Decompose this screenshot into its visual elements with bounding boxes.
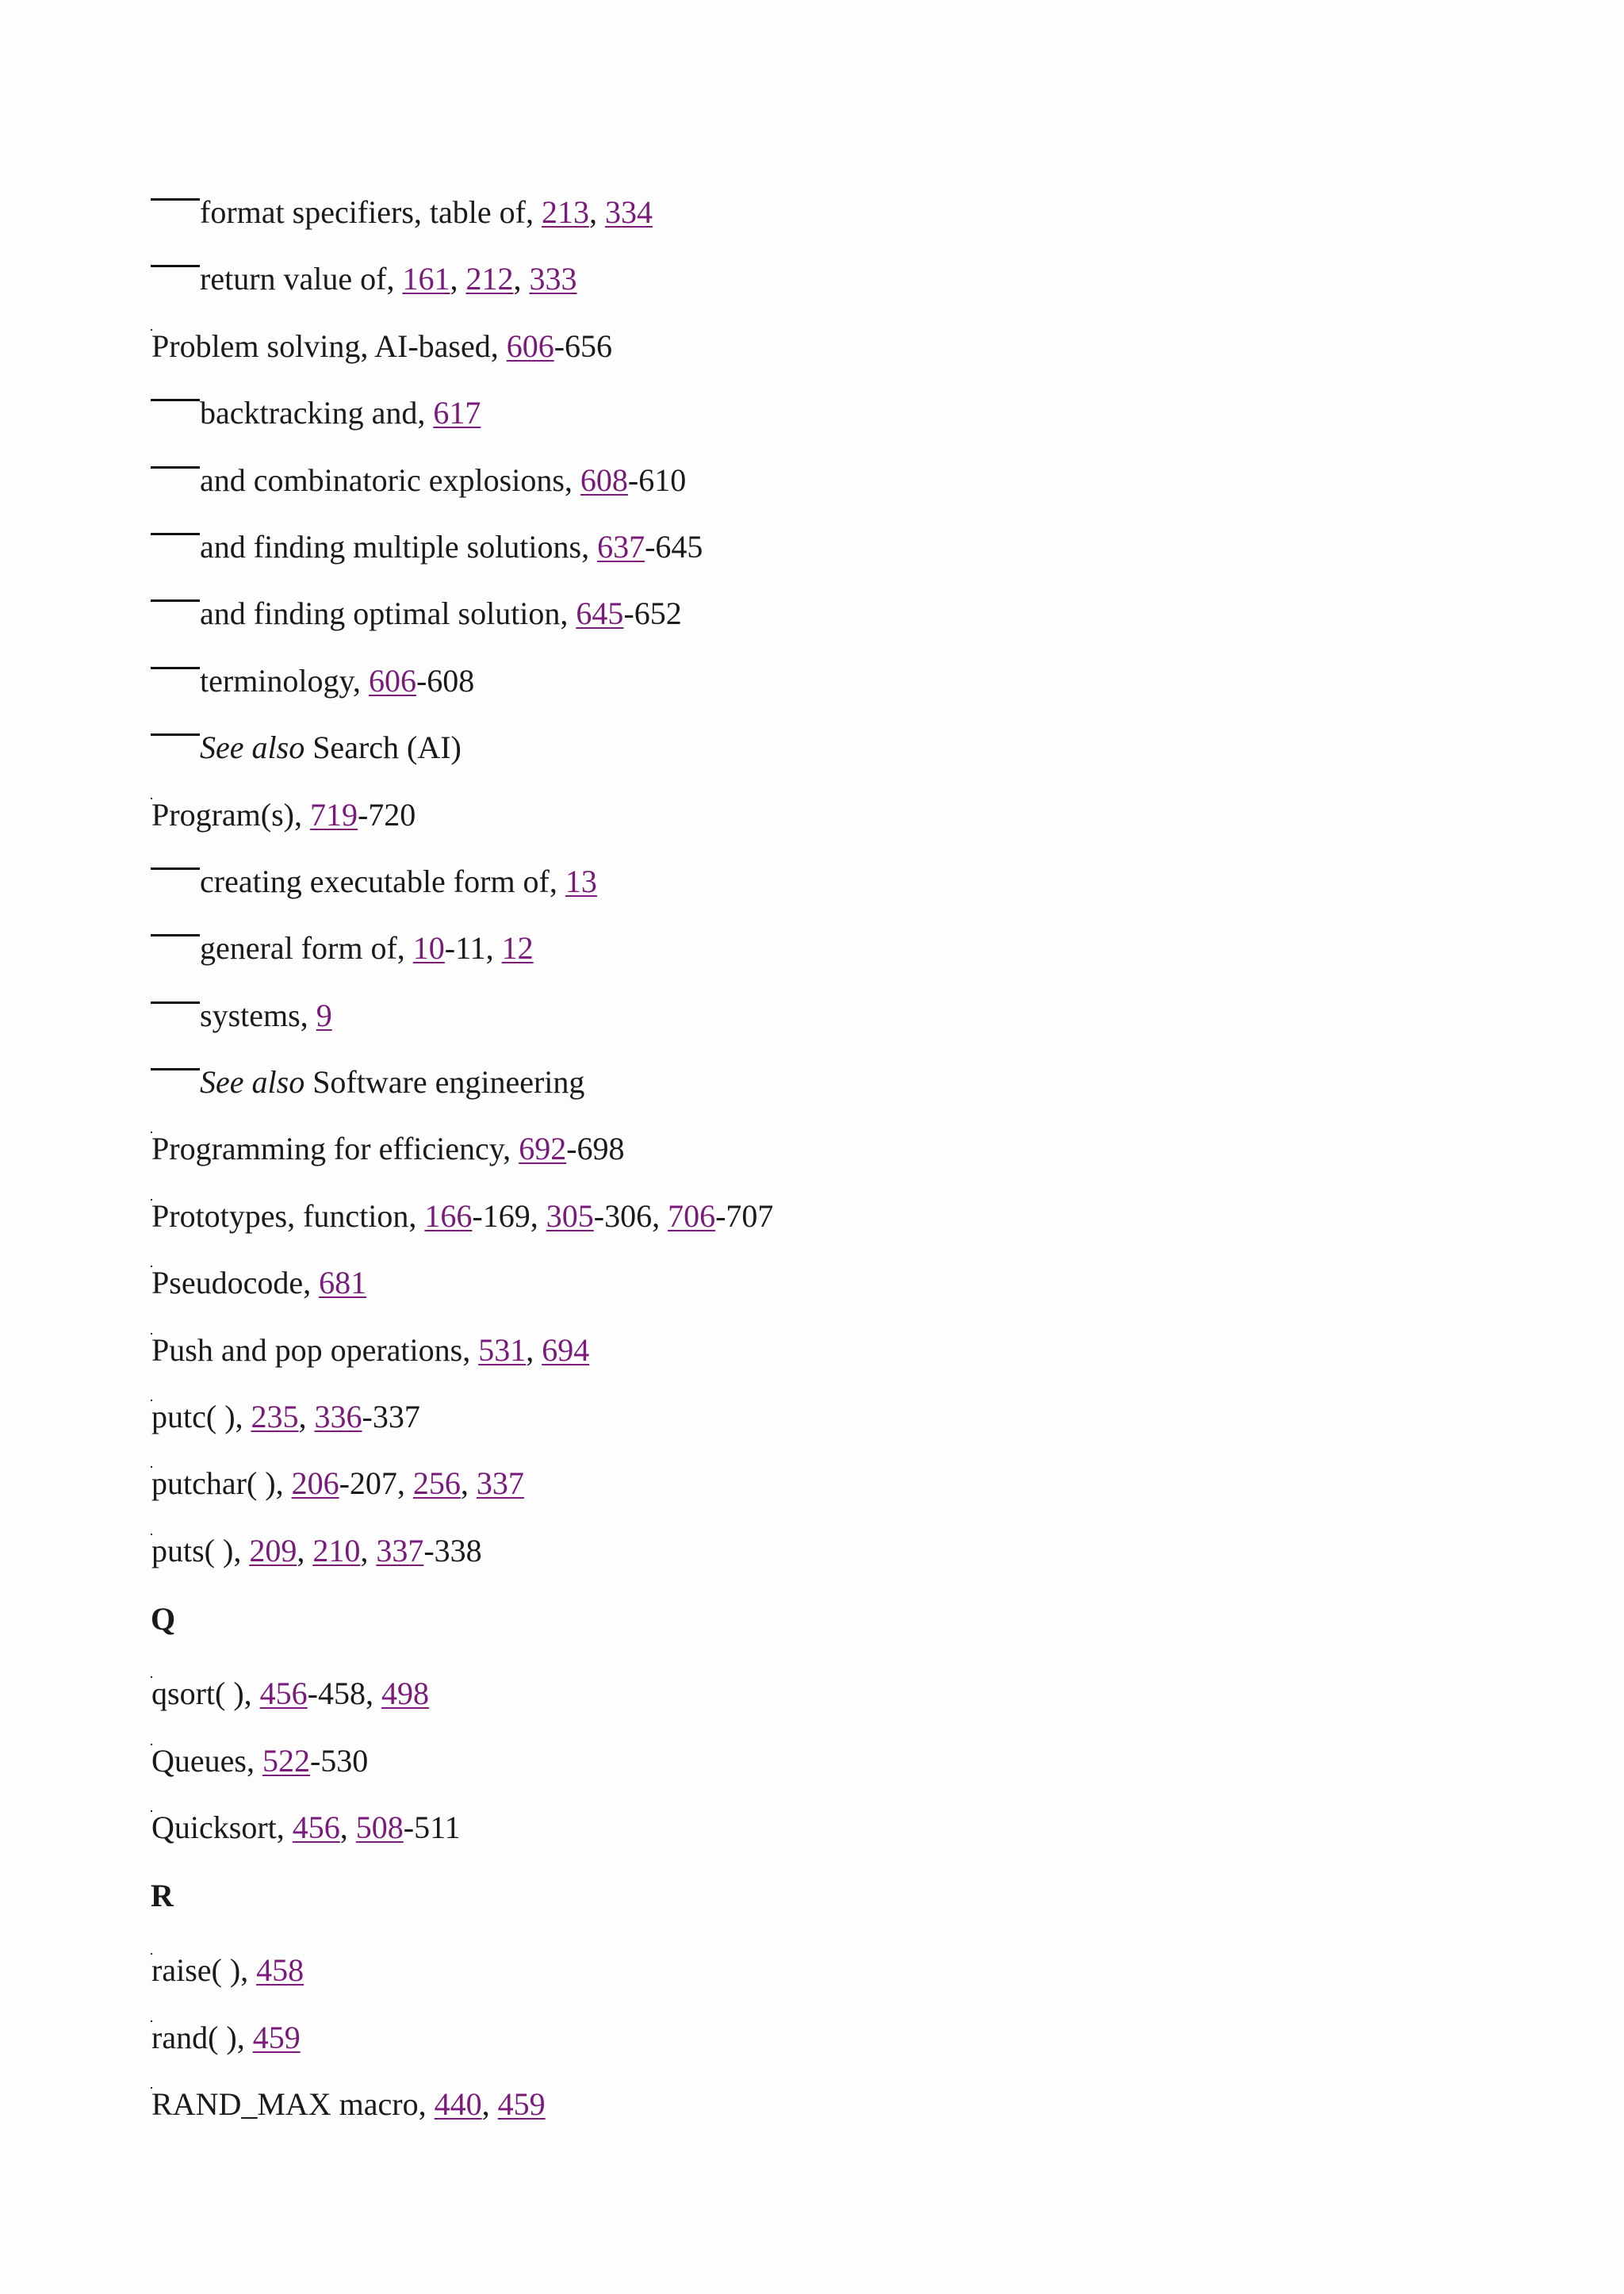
page-link[interactable]: 256	[412, 1465, 461, 1502]
index-subentry	[151, 926, 1499, 993]
page-link[interactable]: 706	[668, 1197, 716, 1234]
entry-text	[200, 664, 474, 699]
entry-text-part: format specifiers, table of,	[200, 194, 542, 230]
entry-text	[151, 1199, 773, 1234]
page-link[interactable]: 645	[576, 596, 624, 632]
index-entry	[151, 1328, 1499, 1395]
entry-text-part: R	[151, 1878, 174, 1914]
entry-text-part: ,	[360, 1532, 377, 1568]
entry-text-part: Q	[151, 1601, 176, 1637]
index-entry	[151, 324, 1499, 391]
entry-text-part: Push and pop operations,	[151, 1331, 479, 1368]
index-entry	[151, 1194, 1499, 1261]
entry-text	[151, 1810, 461, 1845]
subentry-dash	[151, 265, 200, 267]
entry-text	[151, 1132, 625, 1166]
entry-text-part: ,	[460, 1465, 477, 1502]
entry-text	[200, 596, 682, 631]
entry-text	[151, 2087, 546, 2122]
page-link[interactable]: 213	[541, 194, 589, 230]
entry-text-part: creating executable form of,	[200, 863, 565, 899]
subentry-dash	[151, 399, 200, 401]
page-link[interactable]: 210	[312, 1532, 361, 1568]
index-entry	[151, 1461, 1499, 1528]
see-also-label: See also	[200, 730, 305, 766]
entry-text-part: -530	[309, 1742, 369, 1779]
subentry-dash	[151, 533, 200, 535]
entry-text-part: putchar( ),	[151, 1465, 292, 1502]
entry-text-part: raise( ),	[151, 1952, 257, 1989]
index-subentry	[151, 726, 1499, 792]
entry-text-part: Programming for efficiency,	[151, 1131, 519, 1167]
section-letter-heading	[151, 1872, 1499, 1948]
entry-text-part: -720	[357, 796, 416, 833]
entry-text	[200, 530, 703, 565]
index-entry	[151, 793, 1499, 860]
entry-text-part: -11,	[444, 930, 502, 967]
page-link[interactable]: 681	[319, 1265, 367, 1301]
subentry-dash	[151, 733, 200, 736]
entry-text-part: ,	[450, 261, 466, 297]
page-link[interactable]: 459	[252, 2019, 301, 2055]
page-link[interactable]: 337	[476, 1465, 524, 1502]
entry-text-part: systems,	[200, 997, 316, 1033]
subentry-dash	[151, 198, 200, 201]
entry-text-part: Software engineering	[304, 1064, 585, 1101]
index-subentry	[151, 1060, 1499, 1127]
page-link[interactable]: 161	[402, 261, 450, 297]
see-also-label: See also	[200, 1064, 305, 1101]
subentry-dash	[151, 934, 200, 936]
page-link[interactable]: 337	[376, 1532, 424, 1568]
entry-text	[151, 1878, 174, 1913]
page-link[interactable]: 608	[580, 461, 628, 498]
index-subentry	[151, 525, 1499, 592]
entry-text	[151, 798, 416, 833]
page-link[interactable]: 606	[506, 327, 554, 364]
entry-text-part: puts( ),	[151, 1532, 250, 1568]
page-link[interactable]: 458	[256, 1952, 304, 1989]
index-subentry	[151, 592, 1499, 658]
page-link[interactable]: 206	[291, 1465, 339, 1502]
index-subentry	[151, 860, 1499, 926]
entry-text	[200, 262, 576, 297]
index-subentry	[151, 190, 1499, 257]
subentry-dash	[151, 599, 200, 602]
page-link[interactable]: 166	[424, 1197, 473, 1234]
entry-text	[151, 1676, 429, 1711]
page-link[interactable]: 719	[309, 796, 358, 833]
entry-text-part: -511	[403, 1809, 461, 1845]
page-link[interactable]: 459	[497, 2086, 546, 2123]
page-link[interactable]: 12	[501, 930, 534, 967]
entry-text	[151, 1466, 524, 1501]
index-entry	[151, 1127, 1499, 1193]
entry-text	[151, 1400, 420, 1434]
page-link[interactable]: 336	[314, 1399, 362, 1435]
subentry-dash	[151, 667, 200, 669]
subentry-dash	[151, 1001, 200, 1004]
page-link[interactable]: 498	[381, 1676, 429, 1712]
page-link[interactable]: 9	[316, 997, 332, 1033]
entry-text	[200, 463, 686, 498]
index-subentry	[151, 659, 1499, 726]
index-entry	[151, 1395, 1499, 1461]
entry-text-part: -608	[416, 662, 475, 699]
entry-text	[200, 1065, 584, 1100]
entry-text-part: Prototypes, function,	[151, 1197, 425, 1234]
entry-text	[151, 329, 612, 364]
page-link[interactable]: 692	[519, 1131, 567, 1167]
entry-text	[151, 1953, 304, 1988]
entry-text	[200, 864, 597, 899]
page-link[interactable]: 209	[249, 1532, 297, 1568]
entry-text	[200, 998, 332, 1033]
page-link[interactable]: 305	[546, 1197, 594, 1234]
entry-text-part: general form of,	[200, 930, 413, 967]
entry-text	[151, 1744, 368, 1779]
index-subentry	[151, 458, 1499, 525]
entry-text-part: Queues,	[151, 1742, 262, 1779]
entry-text	[200, 396, 481, 431]
entry-text-part: -656	[553, 327, 613, 364]
page-link[interactable]: 334	[604, 194, 653, 230]
section-letter-heading	[151, 1595, 1499, 1672]
entry-text-part: -698	[566, 1131, 625, 1167]
page-link[interactable]: 617	[433, 395, 481, 431]
entry-text-part: rand( ),	[151, 2019, 253, 2055]
index-list	[151, 190, 1499, 2150]
index-entry	[151, 1948, 1499, 2015]
entry-text-part: -707	[715, 1197, 774, 1234]
index-subentry	[151, 994, 1499, 1060]
entry-text-part: ,	[513, 261, 530, 297]
entry-text-part: ,	[298, 1399, 315, 1435]
entry-text-part: backtracking and,	[200, 395, 434, 431]
index-entry	[151, 1806, 1499, 1872]
subentry-dash	[151, 466, 200, 469]
entry-text-part: -458,	[307, 1676, 381, 1712]
page-link[interactable]: 522	[262, 1742, 310, 1779]
entry-text-part: return value of,	[200, 261, 403, 297]
entry-text-part: ,	[339, 1809, 356, 1845]
entry-text	[151, 1602, 175, 1637]
entry-text-part: and finding multiple solutions,	[200, 528, 598, 565]
index-entry	[151, 2082, 1499, 2149]
index-entry	[151, 1529, 1499, 1595]
entry-text-part: Quicksort,	[151, 1809, 293, 1845]
entry-text	[200, 730, 462, 765]
entry-text-part: -610	[627, 461, 687, 498]
page-link[interactable]: 531	[478, 1331, 527, 1368]
index-subentry	[151, 391, 1499, 458]
page-link[interactable]: 333	[529, 261, 577, 297]
entry-text-part: -645	[645, 528, 703, 565]
entry-text	[151, 1333, 589, 1368]
subentry-dash	[151, 867, 200, 870]
entry-text-part: and finding optimal solution,	[200, 596, 576, 632]
entry-text-part: -169,	[472, 1197, 546, 1234]
entry-text-part: terminology,	[200, 662, 369, 699]
entry-text-part: -337	[362, 1399, 420, 1435]
entry-text	[151, 1266, 366, 1300]
entry-text-part: -338	[423, 1532, 482, 1568]
entry-text-part: ,	[526, 1331, 542, 1368]
entry-text-part: Program(s),	[151, 796, 310, 833]
index-entry	[151, 1261, 1499, 1327]
entry-text-part: -207,	[339, 1465, 413, 1502]
page-link[interactable]: 694	[542, 1331, 590, 1368]
entry-text	[151, 1534, 482, 1568]
entry-text-part: ,	[297, 1532, 313, 1568]
entry-text	[200, 931, 534, 966]
page-link[interactable]: 456	[292, 1809, 340, 1845]
entry-text-part: Search (AI)	[304, 730, 462, 766]
entry-text-part: Pseudocode,	[151, 1265, 320, 1301]
entry-text-part: qsort( ),	[151, 1676, 260, 1712]
entry-text	[151, 2020, 301, 2055]
page-link[interactable]: 637	[597, 528, 645, 565]
entry-text-part: -652	[623, 596, 682, 632]
index-entry	[151, 1672, 1499, 1738]
page-link[interactable]: 606	[368, 662, 416, 699]
entry-text-part: -306,	[593, 1197, 668, 1234]
page-link[interactable]: 212	[465, 261, 514, 297]
entry-text-part: putc( ),	[151, 1399, 251, 1435]
page-link[interactable]: 10	[412, 930, 445, 967]
page-link[interactable]: 508	[355, 1809, 404, 1845]
page-link[interactable]: 13	[565, 863, 597, 899]
entry-text-part: and combinatoric explosions,	[200, 461, 580, 498]
index-entry	[151, 2016, 1499, 2082]
entry-text	[200, 195, 653, 230]
entry-text-part: ,	[481, 2086, 498, 2123]
entry-text-part: ,	[588, 194, 605, 230]
entry-text-part: Problem solving, AI-based,	[151, 327, 507, 364]
page-link[interactable]: 235	[251, 1399, 299, 1435]
subentry-dash	[151, 1068, 200, 1070]
index-entry	[151, 1739, 1499, 1806]
page-link[interactable]: 440	[434, 2086, 482, 2123]
index-subentry	[151, 257, 1499, 324]
page-link[interactable]: 456	[259, 1676, 308, 1712]
entry-text-part: RAND_MAX macro,	[151, 2086, 435, 2123]
